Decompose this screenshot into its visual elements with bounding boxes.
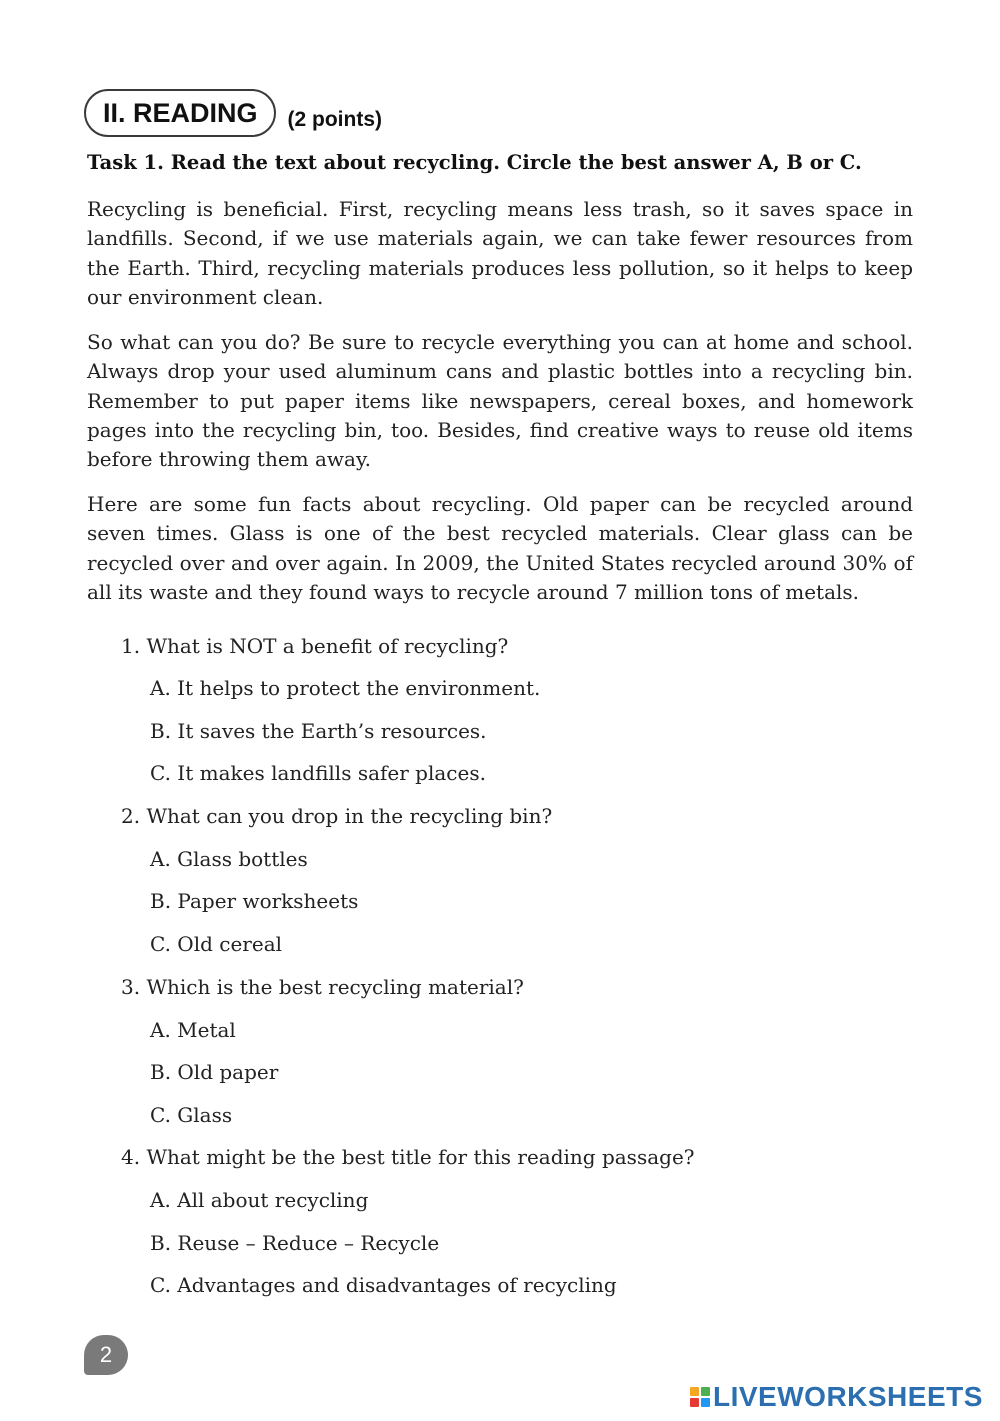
- brand-watermark[interactable]: [690, 1380, 983, 1414]
- question-2-option-b[interactable]: B. Paper worksheets: [150, 889, 359, 913]
- question-2-option-a[interactable]: A. Glass bottles: [150, 847, 308, 871]
- task-instruction: Task 1. Read the text about recycling. Circle the best answer A, B or C.: [87, 151, 862, 174]
- question-2-option-c[interactable]: C. Old cereal: [150, 932, 283, 956]
- section-header: [84, 86, 382, 140]
- question-1-option-c[interactable]: C. It makes landfills safer places.: [150, 761, 486, 785]
- question-1-option-a[interactable]: A. It helps to protect the environment.: [150, 676, 541, 700]
- question-3-option-c[interactable]: C. Glass: [150, 1103, 233, 1127]
- logo-square-1: [690, 1387, 699, 1396]
- question-3: 3. Which is the best recycling material?: [121, 975, 524, 999]
- passage-paragraph-3: Here are some fun facts about recycling. Old paper can be recycled around seven times. Glass is one of the best recycled materials. Clear glass can be recycled over and over again. In 2009, the United States recycled around 30% of all its waste and they found ways to recycle around 7 million tons of metals.: [87, 492, 913, 604]
- logo-square-3: [690, 1398, 699, 1407]
- question-4-option-c[interactable]: C. Advantages and disadvantages of recycling: [150, 1273, 617, 1297]
- question-4-option-a[interactable]: A. All about recycling: [150, 1188, 369, 1212]
- passage-paragraph-1: Recycling is beneficial. First, recycling means less trash, so it saves space in landfills. Second, if we use materials again, we can take fewer resources from the Earth. Third, recycling materials produces less pollution, so it helps to keep our environment clean.: [87, 197, 913, 309]
- question-3-option-a[interactable]: A. Metal: [150, 1018, 236, 1042]
- question-2: 2. What can you drop in the recycling bin?: [121, 804, 553, 828]
- liveworksheets-logo-icon: [690, 1387, 710, 1407]
- page-number: 2: [84, 1335, 128, 1375]
- passage-paragraph-2: So what can you do? Be sure to recycle everything you can at home and school. Always drop your used aluminum cans and plastic bottles into a recycling bin. Remember to put paper items like newspapers, cereal boxes, and homework pages into the recycling bin, too. Besides, find creative ways to reuse old items before throwing them away.: [87, 330, 913, 472]
- question-1: 1. What is NOT a benefit of recycling?: [121, 634, 509, 658]
- question-4-option-b[interactable]: B. Reuse – Reduce – Recycle: [150, 1231, 440, 1255]
- section-title: II. READING: [84, 89, 276, 137]
- section-points: (2 points): [287, 108, 383, 131]
- brand-text: LIVEWORKSHEETS: [713, 1381, 983, 1412]
- question-4: 4. What might be the best title for this reading passage?: [121, 1145, 695, 1169]
- logo-square-2: [701, 1387, 710, 1396]
- question-3-option-b[interactable]: B. Old paper: [150, 1060, 279, 1084]
- question-1-option-b[interactable]: B. It saves the Earth’s resources.: [150, 719, 487, 743]
- logo-square-4: [701, 1398, 710, 1407]
